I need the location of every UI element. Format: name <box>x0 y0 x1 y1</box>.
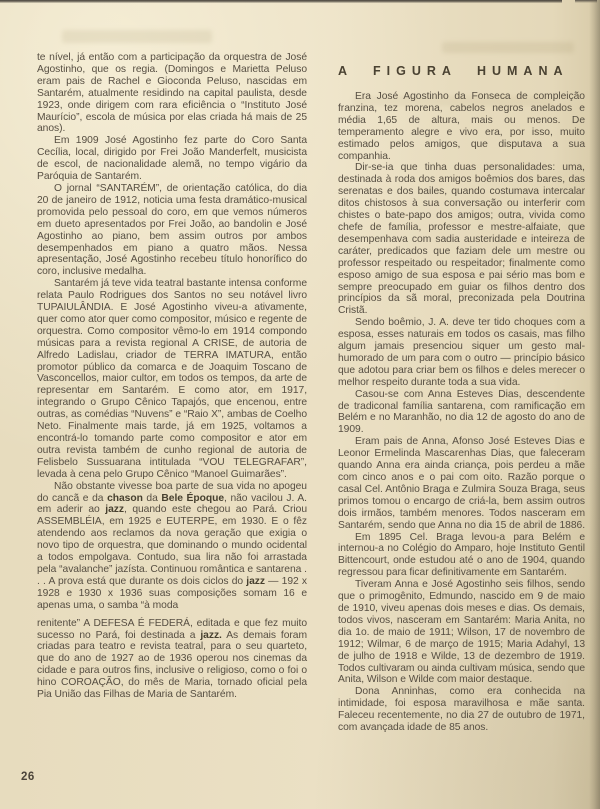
paragraph <box>338 579 585 686</box>
text-run: Dona Anninhas, como era conhecida na intimidade, foi esposa maravilhosa e mãe santa. Faleceu recentemente, no dia 27 de outubro de 1971, com avançada idade de 85 anos. <box>338 686 585 734</box>
paragraph <box>37 481 307 612</box>
text-run: , não vacilou J. A. em aderir ao <box>37 492 307 516</box>
paragraph <box>338 686 585 734</box>
text-run: Eram pais de Anna, Afonso José Esteves Dias e Leonor Ermelinda Mascarenhas Dias, que faleceram quando Anna era ainda criança, pois perdeu a mãe com cinco anos e o pai com oito. Razão porque o casal Cel. Antônio Braga e Zulmira Souza Braga, seus primos tomou o encargo de criá-la, bem assim outros dois irmãos, também menores. Todos nasceram em Santarém, sendo que Anna no dia 15 de abril de 1886. <box>338 436 586 531</box>
page-number: 26 <box>21 771 35 783</box>
showthrough-artifact <box>62 30 212 43</box>
paragraph <box>338 436 585 531</box>
section-heading: A FIGURA HUMANA <box>338 64 569 78</box>
scan-right-edge-shadow <box>589 0 600 809</box>
left-text-column <box>37 52 307 701</box>
text-run: Era José Agostinho da Fonseca de compleição franzina, tez morena, cabelos negros anelados e média 1,65 de altura, mais ou menos. De temperamento alegre e vivo era, por isso, muito estimado pelos amigos, que disputava a sua companhia. <box>338 91 585 162</box>
right-text-column <box>338 52 585 734</box>
paragraph <box>338 389 585 437</box>
scan-top-edge <box>0 0 562 3</box>
text-run: te nível, já então com a participação da orquestra de José Agostinho, que os regia. (Domingos e Marietta Peluso eram pais de Rachel e Gioconda Peluso, nascidas em Santarém, atualmente residindo na capital paulista, desde 1923, onde dirigem com rara eficiência o “Instituto José Maurício”, escola de música por elas criada há mais de 25 anos). <box>37 52 307 135</box>
text-run: O jornal “SANTARÉM”, de orientação católica, do dia 20 de janeiro de 1912, noticia uma festa dramático-musical promovida pelo pessoal do coro, em que vemos números em dueto apresentados por Frei João, ao bandolin e José Agostinho ao piano, bem assim outros por ambos desempenhados em piano a quatro mãos. Nessa apresentação, José Agostinho recebeu título honorífico do coro, inclusive medalha. <box>37 182 307 278</box>
text-run: Sendo boêmio, J. A. deve ter tido choques com a esposa, esses naturais em todos os casais, mas filho algum jamais presenciou siquer um gesto mal-humorado de um para com o outro — princípio básico que adotou para criar bem os filhos e deles merecer o melhor respeito durante toda a sua vida. <box>338 317 585 388</box>
paragraph <box>338 91 585 162</box>
text-run: — 192 x 1928 e 1930 x 1936 suas composições somam 16 e apenas uma, o samba “à moda <box>37 575 307 611</box>
text-run: Santarém já teve vida teatral bastante intensa conforme relata Paulo Rodrigues dos Santos no seu notável livro TUPAIULÂNDIA. E José Agostinho viveu-a ativamente, quer como ator quer como compositor, músico e regente de orquestra. Como compositor vêmo-lo em 1914 compondo músicas para a revista regional A CRISE, de autoria de Alfredo Ladislau, criador de TERRA IMATURA, então promotor público da comarca e de Joaquim Toscano de Vasconcellos, maior cultor, em todos os tempos, da arte de representar em Santarém. E como ator, em 1917, integrando o Grupo Cênico Tapajós, que encenou, entre outras, as comédias “Nuvens” e “Raio X”, ambas de Coelho Neto. Finalmente mais tarde, já em 1925, voltamos a encontrá-lo tomando parte como compositor e ator em outra revista também de cunho regional de autoria de Felisbelo Sussuarana intitulada “VOU TELEGRAFAR”, levada à cena pelo Grupo Cênico “Manoel Guimarães”. <box>37 278 307 480</box>
text-run: renitente” A DEFESA É FEDERÁ, editada e que fez muito sucesso no Pará, foi destinada a <box>37 617 307 641</box>
bold-text-run: jazz <box>105 504 124 516</box>
paragraph <box>37 183 307 278</box>
bold-text-run: chason <box>107 492 143 504</box>
text-run: da <box>142 492 162 504</box>
paragraph <box>338 317 585 388</box>
paragraph <box>338 532 585 580</box>
text-run: Dir-se-ia que tinha duas personalidades: uma, destinada à roda dos amigos boêmios dos bares, das serenatas e dos bailes, quando costumava intercalar ditos chistosos à sua conversação ou interferir com chistes o bate-papo dos amigos; outra, vivida como chefe de família, professor e mestre-alfaiate, que desempenhava com sadia austeridade e inteireza de caráter, predicados que faziam dele um mestre ou professor respeitado ou respeitador; finalmente como esposo amigo de sua esposa e pai sério mas bom e sempre preocupado em guiar os filhos dentro dos princípios da sã moral, preconizada pela Doutrina Cristã. <box>338 162 585 317</box>
text-run: , quando este chegou ao Pará. Criou ASSEMBLÉIA, em 1925 e EUTERPE, em 1930. E o fêz atendendo aos reclamos da nova geração que exigia o novo tipo de orquestra, que dominando o mundo ocidental a todos empolgava. Contudo, sua lira não foi arrastada pela “avalanche” jazísta. Continuou romântica e santarena . . . A prova está que durante os dois ciclos do <box>37 504 307 587</box>
text-run: As demais foram criadas para teatro e revista teatral, para o seu quarteto, que do ano de 1927 ao de 1936 operou nos cinemas da cidade e para outros fins, inclusive o religioso, como o foi o hino COROAÇÃO, do mês de Maria, tornado oficial pela Pia União das Filhas de Maria de Santarém. <box>37 629 307 701</box>
bold-text-run: jazz. <box>200 629 222 641</box>
paragraph <box>37 135 307 183</box>
bold-text-run: Bele Époque <box>161 492 225 504</box>
paragraph <box>37 618 307 701</box>
bold-text-run: jazz <box>246 575 265 587</box>
text-run: Não obstante vivesse boa parte de sua vida no apogeu do cancã e da <box>37 480 307 504</box>
right-column-body <box>338 91 585 734</box>
text-run: Em 1909 José Agostinho fez parte do Coro Santa Cecília, local, dirigido por Frei João Manderfelt, musicista de escol, de nacionalidade alemã, no tempo vigário da Paróquia de Santarém. <box>37 135 307 183</box>
text-run: Em 1895 Cel. Braga levou-a para Belém e internou-a no Colégio do Amparo, hoje Instituto Gentil Bittencourt, onde estudou até o ano de 1904, quando regressou para ficar definitivamente em Santarém. <box>338 531 585 579</box>
paragraph <box>338 162 585 317</box>
text-run: Casou-se com Anna Esteves Dias, descendente de tradiconal família santarena, com ramificação em Belém e no Maranhão, no dia 12 de agosto do ano de 1909. <box>338 388 585 436</box>
paragraph <box>37 52 307 135</box>
text-run: Tiveram Anna e José Agostinho seis filhos, sendo que o primogênito, Edmundo, nascido em 9 de maio de 1910, viveu apenas dois meses e dias. Os demais, todos vivos, nasceram em Santarém: Maria Anita, no dia 1o. de maio de 1911; Wilson, 17 de novembro de 1912; Wilmar, 6 de março de 1915; Maria Adahyl, 13 de julho de 1918 e Wilde, 13 de dezembro de 1919. Todos cultivaram ou ainda cultivam música, sendo que Anita, Wilson e Wilde com maior destaque. <box>338 579 585 686</box>
paragraph <box>37 278 307 480</box>
